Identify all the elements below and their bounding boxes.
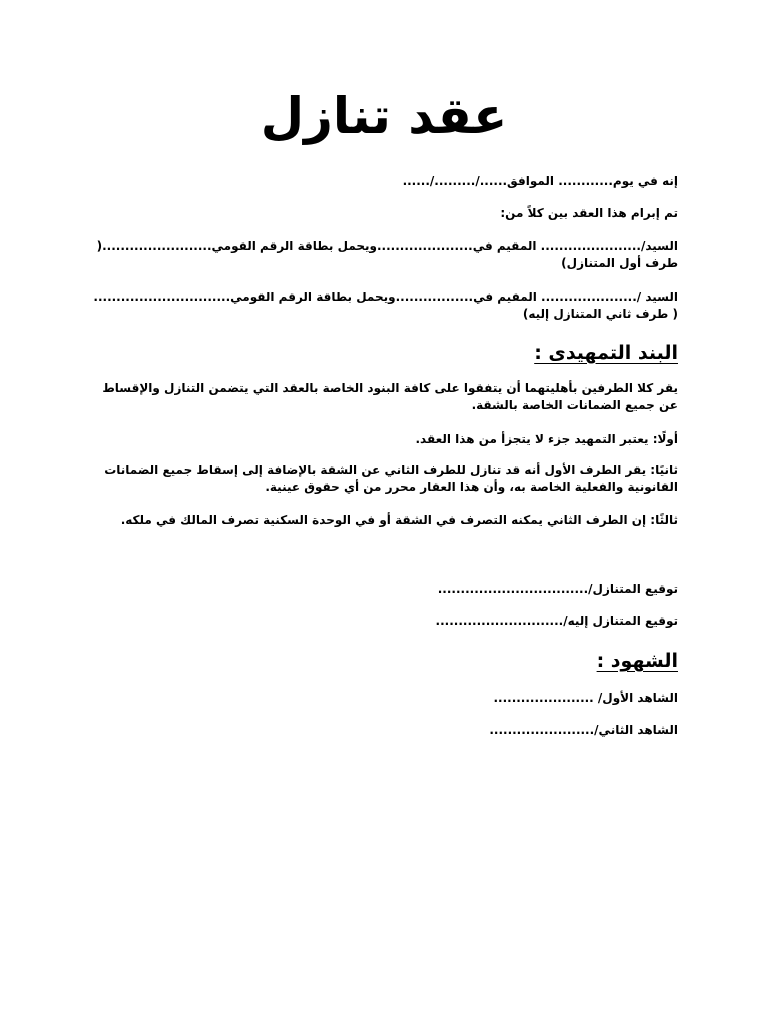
clause-one: أولًا: يعتبر التمهيد جزء لا يتجزأ من هذا العقد. [415,432,678,446]
signature-line-first-party: توقيع المتنازل/................................. [437,582,678,596]
party-two-line: السيد /..................... المقيم في.................ويحمل بطاقة الرقم القومي.............................. ( طرف ثاني المتنازل إليه) [93,290,678,321]
witnesses-heading: الشهود : [596,650,678,672]
clause-two: ثانيًا: يقر الطرف الأول أنه قد تنازل للطرف الثاني عن الشقة بالإضافة إلى إسقاط جميع الضمانات القانونية والفعلية الخاصة به، وأن هذا العقار محرر من أي حقوق عينية. [104,463,678,494]
signature-line-second-party: توقيع المتنازل إليه/............................ [435,614,678,628]
intro-line: تم إبرام هذا العقد بين كلاً من: [500,206,678,220]
witness-two-line: الشاهد الثاني/....................... [489,723,678,737]
clause-three: ثالثًا: إن الطرف الثاني يمكنه التصرف في الشقة أو في الوحدة السكنية تصرف المالك في ملكه. [120,513,678,527]
preamble-text: يقر كلا الطرفين بأهليتهما أن يتفقوا على كافة البنود الخاصة بالعقد التي يتضمن التنازل والإقساط عن جميع الضمانات الخاصة بالشقة. [102,381,678,412]
date-line: إنه في يوم............ الموافق....../........./...... [402,174,678,188]
witness-one-line: الشاهد الأول/ ...................... [493,691,678,705]
preamble-heading: البند التمهيدى : [534,342,678,364]
document-title: عقد تنازل [260,87,508,145]
party-one-line: السيد/...................... المقيم في.....................ويحمل بطاقة الرقم القومي........................( طرف أول المتنازل) [96,239,678,270]
